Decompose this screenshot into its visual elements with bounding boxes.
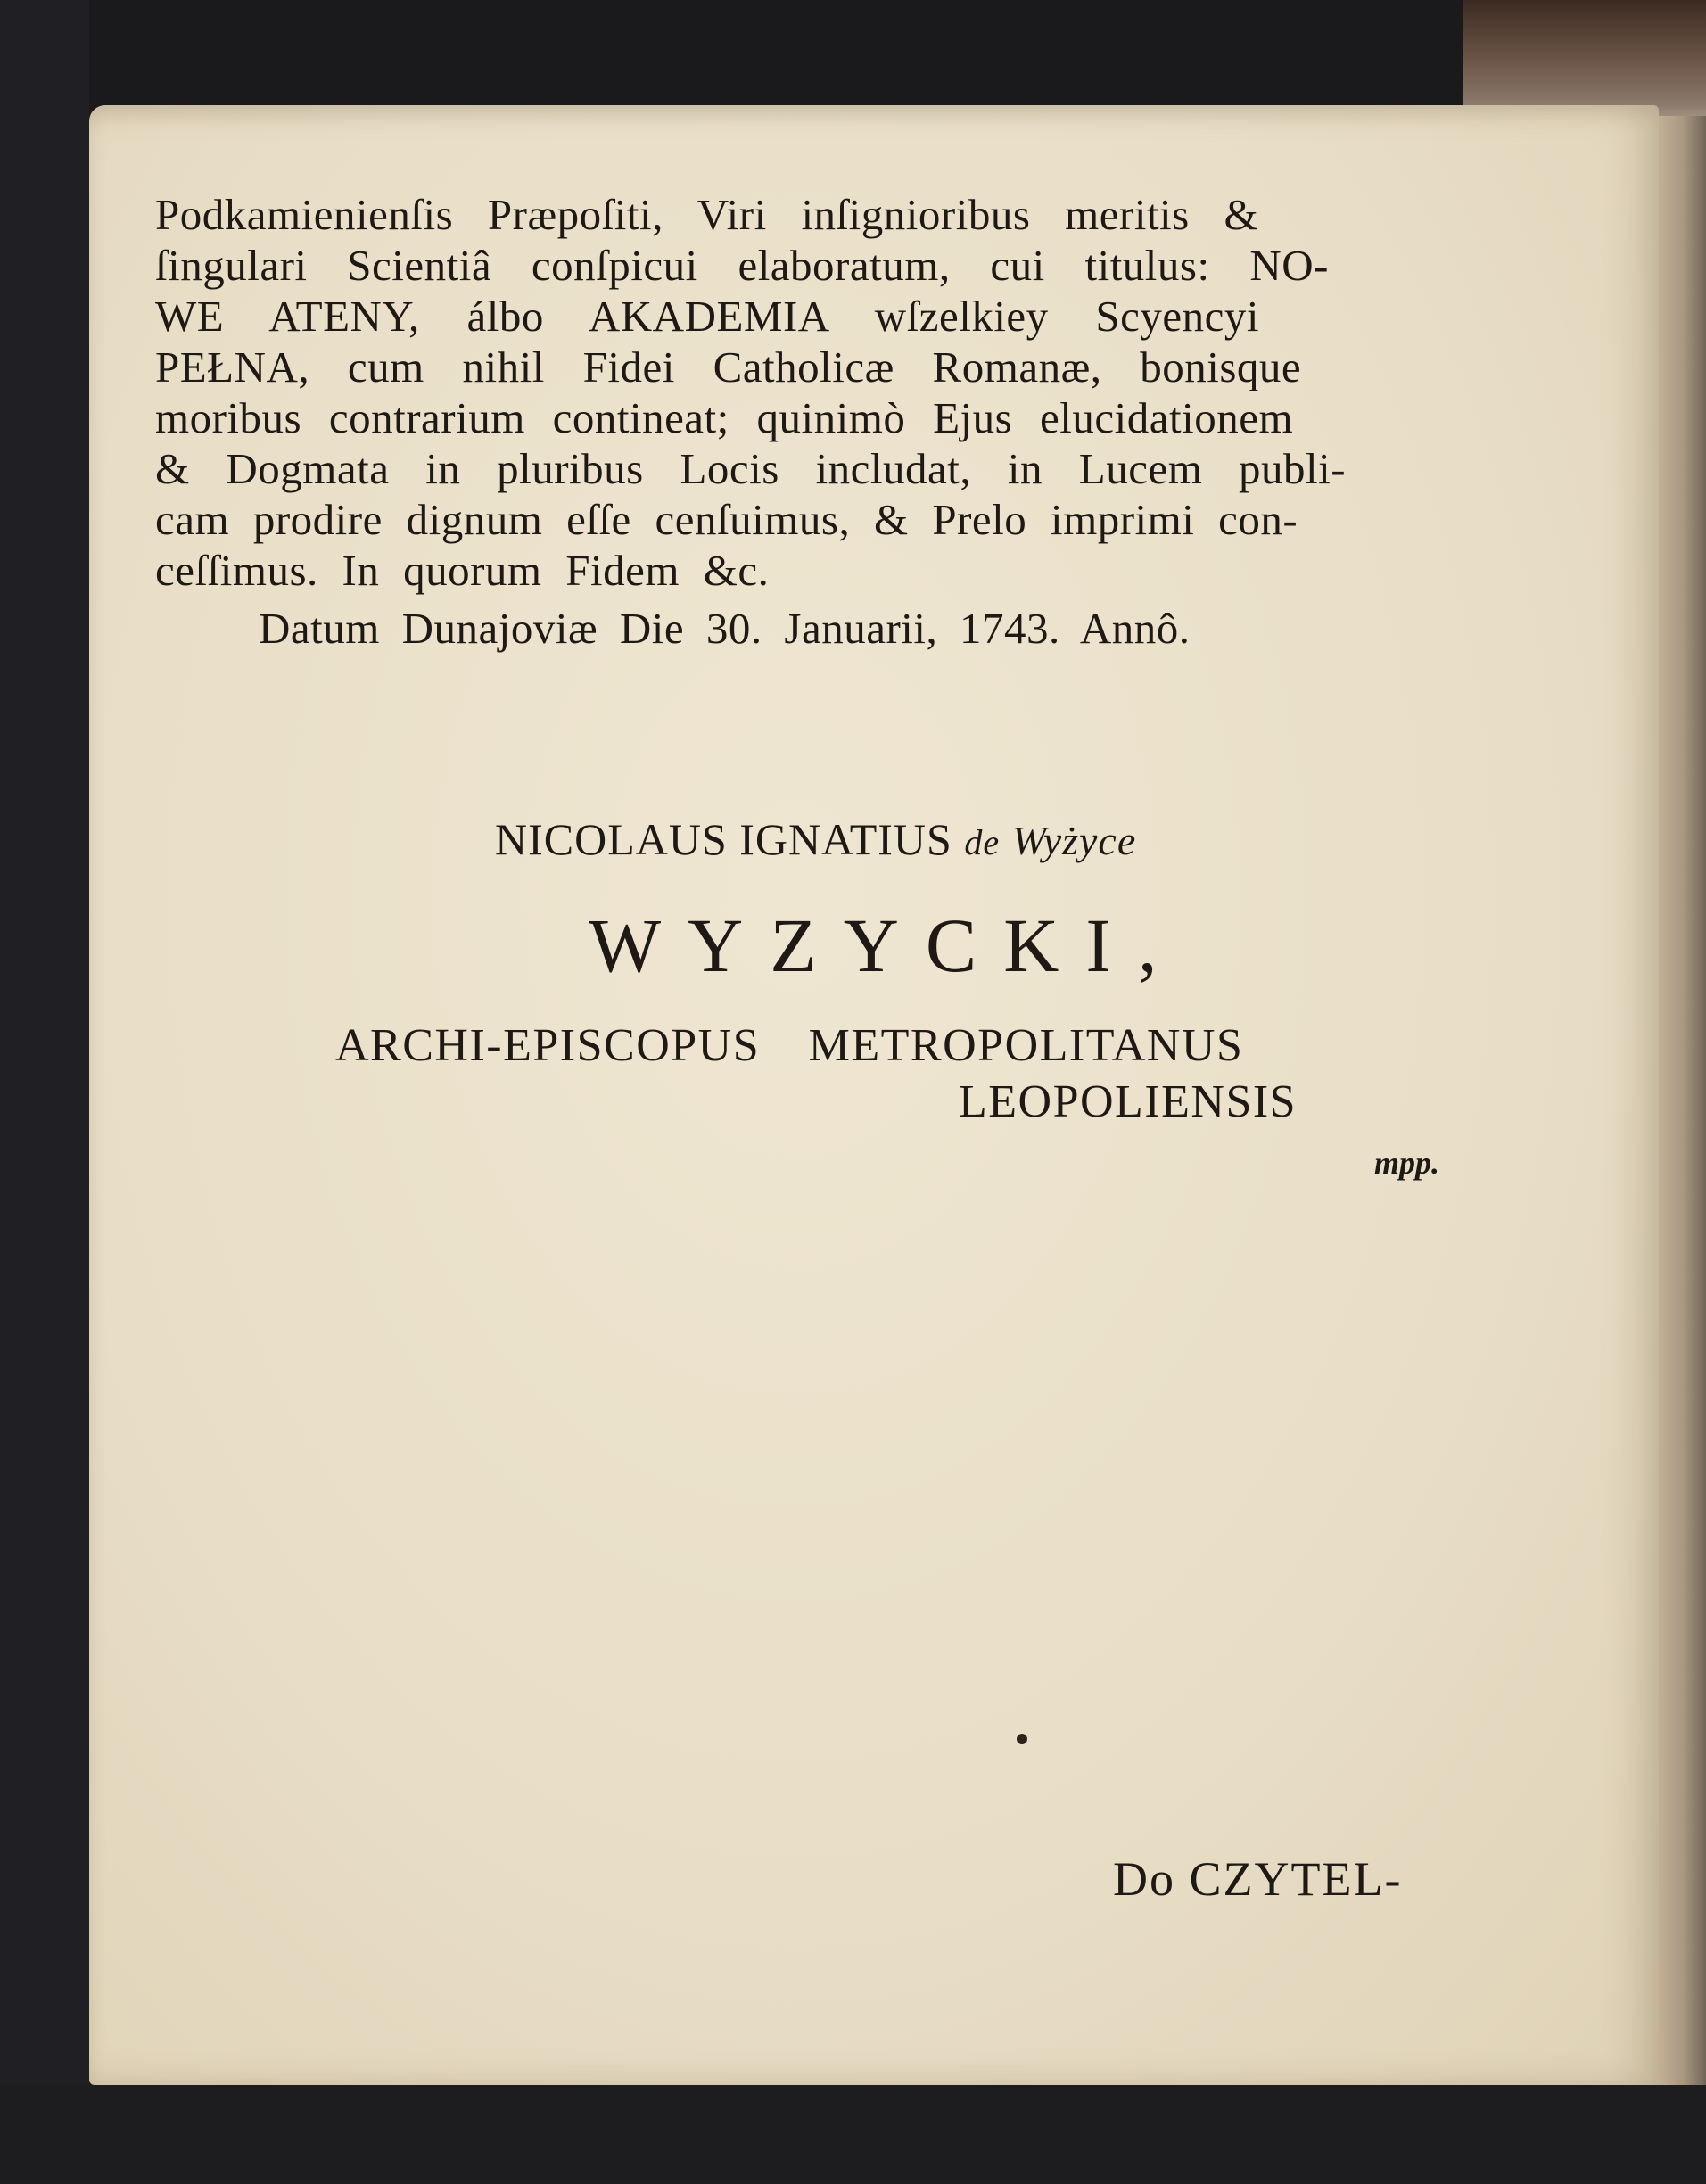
date-line: Datum Dunajoviæ Die 30. Januarii, 1743. Annô. bbox=[259, 604, 1191, 653]
ink-speck bbox=[1017, 1734, 1027, 1744]
signatory-surname: WYZYCKI, bbox=[589, 902, 1184, 988]
signatory-title: ARCHI-EPISCOPUS METROPOLITANUS bbox=[335, 1020, 1244, 1071]
given-names-text: NICOLAUS IGNATIUS bbox=[495, 814, 952, 864]
catchword: Do CZYTEL- bbox=[1113, 1852, 1403, 1906]
approbation-line: WE ATENY, álbo AKADEMIA wſzelkiey Scyencyi bbox=[155, 292, 1260, 341]
scan-background-left bbox=[0, 0, 89, 2184]
scan-background-top bbox=[0, 0, 1706, 111]
approbation-line: moribus contrarium contineat; quinimò Ejus elucidationem bbox=[155, 393, 1294, 442]
approbation-line: PEŁNA, cum nihil Fidei Catholicæ Romanæ, bonisque bbox=[155, 342, 1302, 391]
approbation-line: Podkamienienſis Præpoſiti, Viri inſignioribus meritis & bbox=[155, 190, 1259, 239]
place-of-origin: Wyżyce bbox=[1011, 818, 1137, 863]
approbation-line: ceſſimus. In quorum Fidem &c. bbox=[155, 546, 770, 595]
approbation-line: cam prodire dignum eſſe cenſuimus, & Prelo imprimi con- bbox=[155, 495, 1298, 544]
signatory-see: LEOPOLIENSIS bbox=[959, 1076, 1298, 1127]
signatory-given-names bbox=[495, 813, 1136, 865]
manu-propria-mark: mpp. bbox=[1374, 1145, 1440, 1181]
approbation-line: ſingulari Scientiâ conſpicui elaboratum, cui titulus: NO- bbox=[155, 241, 1329, 290]
approbation-line: & Dogmata in pluribus Locis includat, in Lucem publi- bbox=[155, 444, 1347, 493]
name-particle: de bbox=[964, 822, 1001, 862]
scan-background-bottom bbox=[0, 2085, 1706, 2184]
